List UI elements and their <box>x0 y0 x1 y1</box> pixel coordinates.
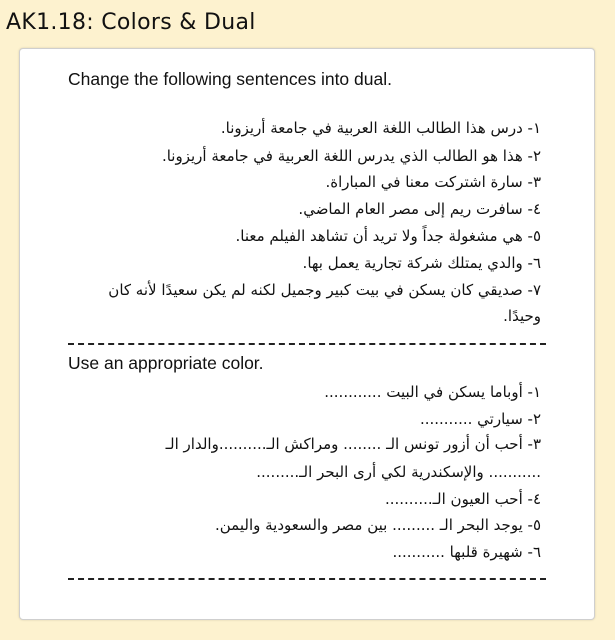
color-sentence-6: ٦- شهيرة قلبها ........... <box>392 543 541 561</box>
dual-sentence-7-continued: وحيدًا. <box>503 307 541 325</box>
bottom-divider <box>68 578 546 580</box>
dual-sentence-1: ١- درس هذا الطالب اللغة العربية في جامعة أريزونا. <box>220 119 541 137</box>
color-sentence-4: ٤- أحب العيون الـ.......... <box>384 490 541 508</box>
section-divider <box>68 343 546 345</box>
dual-sentence-6: ٦- والدي يمتلك شركة تجارية يعمل بها. <box>302 254 541 272</box>
dual-sentence-2: ٢- هذا هو الطالب الذي يدرس اللغة العربية في جامعة أريزونا. <box>161 147 541 165</box>
color-sentence-3: ٣- أحب أن أزور تونس الـ ........ ومراكش الـ..........والدار الـ <box>165 435 541 453</box>
dual-sentence-3: ٣- سارة اشتركت معنا في المباراة. <box>325 173 541 191</box>
color-sentence-3-continued: ........... والإسكندرية لكي أرى البحر الـ......... <box>256 463 541 481</box>
dual-sentence-4: ٤- سافرت ريم إلى مصر العام الماضي. <box>298 200 541 218</box>
section2-instruction: Use an appropriate color. <box>68 353 264 373</box>
color-sentence-1: ١- أوباما يسكن في البيت ............ <box>324 383 541 401</box>
dual-sentence-5: ٥- هي مشغولة جداً ولا تريد أن تشاهد الفيلم معنا. <box>235 227 541 245</box>
section1-instruction: Change the following sentences into dual. <box>68 69 392 89</box>
exercise-card <box>19 48 595 620</box>
page-title: AK1.18: Colors & Dual <box>6 10 256 35</box>
color-sentence-5: ٥- يوجد البحر الـ ......... بين مصر والسعودية واليمن. <box>214 516 541 534</box>
dual-sentence-7: ٧- صديقي كان يسكن في بيت كبير وجميل لكنه لم يكن سعيدًا لأنه كان <box>108 281 541 299</box>
color-sentence-2: ٢- سيارتي ........... <box>419 410 541 428</box>
